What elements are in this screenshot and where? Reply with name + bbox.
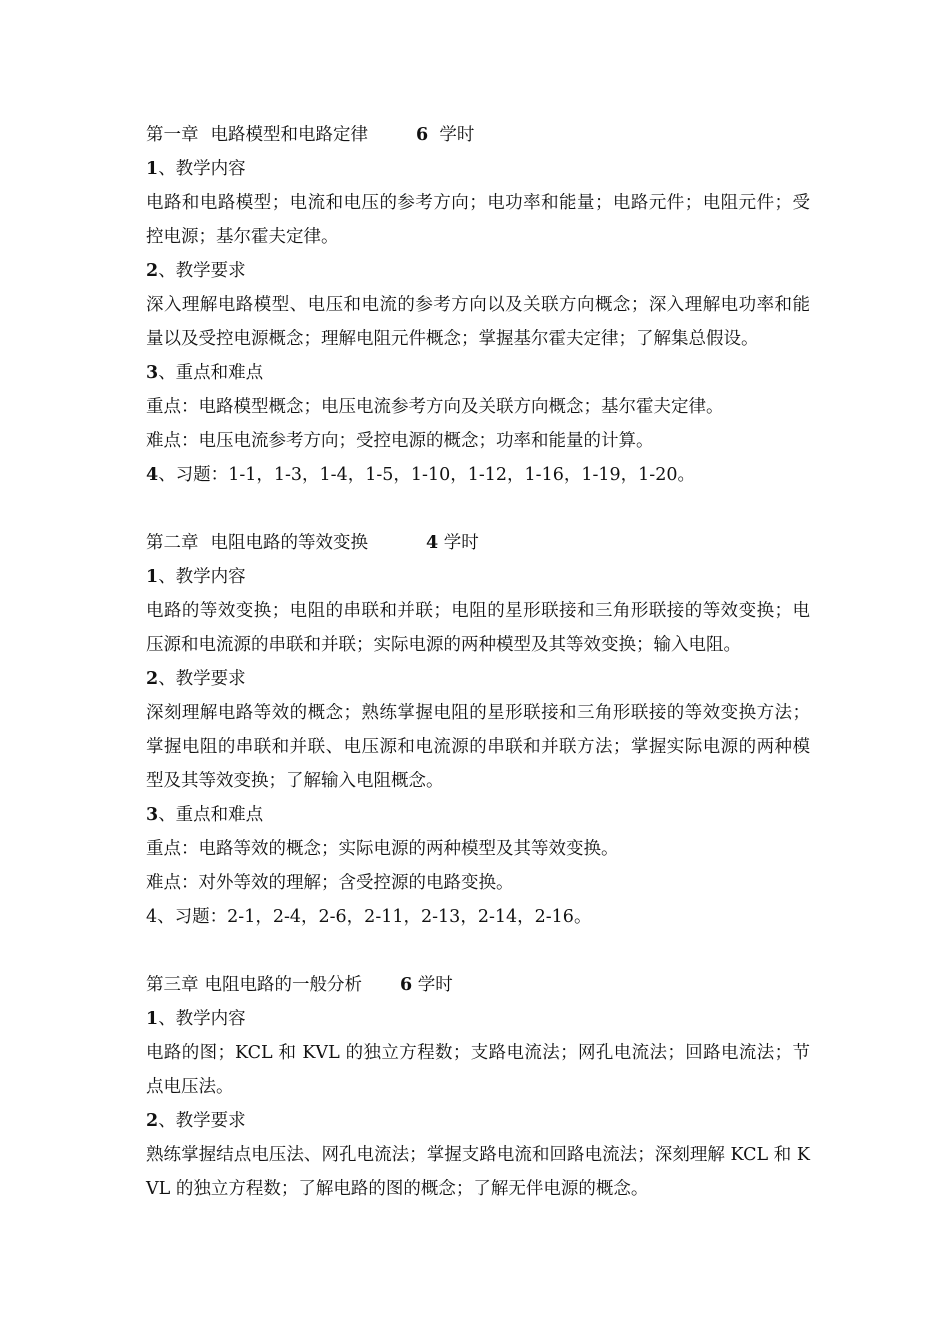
chapter-2 (146, 526, 810, 934)
section-label: 、教学内容 (158, 159, 246, 179)
chapter-name: 电路模型和电路定律 (210, 125, 368, 145)
section-number: 1 (146, 159, 159, 179)
section-heading (146, 662, 810, 696)
section-heading (146, 254, 810, 288)
section-label: 、教学内容 (158, 567, 246, 587)
section-number: 2 (146, 261, 159, 281)
section-label: 、习题： (157, 907, 228, 927)
section-number: 3 (146, 805, 159, 825)
section-label: 、教学内容 (158, 1009, 246, 1029)
chapter-hours-number: 6 (416, 125, 429, 145)
chapter-prefix: 第一章 (146, 125, 199, 145)
chapter-hours-number: 4 (426, 533, 439, 553)
teaching-requirements-text: 熟练掌握结点电压法、网孔电流法；掌握支路电流和回路电流法；深刻理解 KCL 和 KVL 的独立方程数；了解电路的图的概念；了解无伴电源的概念。 (146, 1145, 810, 1199)
section-number: 1 (146, 567, 159, 587)
teaching-content-text: 电路的图；KCL 和 KVL 的独立方程数；支路电流法；网孔电流法；回路电流法；节点电压法。 (146, 1043, 810, 1097)
exercises-list: 2-1，2-4，2-6，2-11，2-13，2-14，2-16。 (227, 907, 592, 927)
key-points-text: 重点：电路等效的概念；实际电源的两种模型及其等效变换。 (146, 839, 619, 859)
teaching-content-text: 电路和电路模型；电流和电压的参考方向；电功率和能量；电路元件；电阻元件；受控电源；基尔霍夫定律。 (146, 193, 810, 247)
section-label: 、重点和难点 (158, 363, 264, 383)
section-heading (146, 356, 810, 390)
teaching-content-text: 电路的等效变换；电阻的串联和并联；电阻的星形联接和三角形联接的等效变换；电压源和电流源的串联和并联；实际电源的两种模型及其等效变换；输入电阻。 (146, 601, 810, 655)
section-number: 2 (146, 1111, 159, 1131)
chapter-hours-unit: 学时 (439, 125, 475, 145)
chapter-prefix: 第三章 (146, 975, 199, 995)
section-heading (146, 798, 810, 832)
difficulties-text: 难点：电压电流参考方向；受控电源的概念；功率和能量的计算。 (146, 431, 654, 451)
section-label: 、教学要求 (158, 261, 246, 281)
section-label: 、习题： (158, 465, 229, 485)
chapter-title (146, 526, 810, 560)
chapter-hours-number: 6 (400, 975, 413, 995)
exercises-list: 1-1，1-3，1-4，1-5，1-10，1-12，1-16，1-19，1-20。 (228, 465, 695, 485)
section-label: 、教学要求 (158, 1111, 246, 1131)
chapter-hours-unit: 学时 (443, 533, 479, 553)
chapter-name: 电阻电路的等效变换 (210, 533, 368, 553)
section-number: 2 (146, 669, 159, 689)
section-number: 1 (146, 1009, 159, 1029)
exercises-line (146, 900, 810, 934)
document-content (146, 118, 810, 1240)
section-label: 、教学要求 (158, 669, 246, 689)
section-heading (146, 560, 810, 594)
section-heading (146, 152, 810, 186)
chapter-3 (146, 968, 810, 1206)
section-number: 4 (146, 907, 158, 927)
chapter-1 (146, 118, 810, 492)
section-number: 4 (146, 465, 159, 485)
chapter-title (146, 968, 810, 1002)
difficulties-text: 难点：对外等效的理解；含受控源的电路变换。 (146, 873, 514, 893)
key-points-text: 重点：电路模型概念；电压电流参考方向及关联方向概念；基尔霍夫定律。 (146, 397, 724, 417)
section-heading (146, 1104, 810, 1138)
exercises-line (146, 458, 810, 492)
section-label: 、重点和难点 (158, 805, 264, 825)
section-number: 3 (146, 363, 159, 383)
teaching-requirements-text: 深入理解电路模型、电压和电流的参考方向以及关联方向概念；深入理解电功率和能量以及受控电源概念；理解电阻元件概念；掌握基尔霍夫定律；了解集总假设。 (146, 295, 810, 349)
section-heading (146, 1002, 810, 1036)
teaching-requirements-text: 深刻理解电路等效的概念；熟练掌握电阻的星形联接和三角形联接的等效变换方法；掌握电阻的串联和并联、电压源和电流源的串联和并联方法；掌握实际电源的两种模型及其等效变换；了解输入电阻概念。 (146, 703, 810, 791)
chapter-hours-unit: 学时 (417, 975, 453, 995)
chapter-title (146, 118, 810, 152)
chapter-prefix: 第二章 (146, 533, 199, 553)
chapter-name: 电阻电路的一般分析 (204, 975, 362, 995)
